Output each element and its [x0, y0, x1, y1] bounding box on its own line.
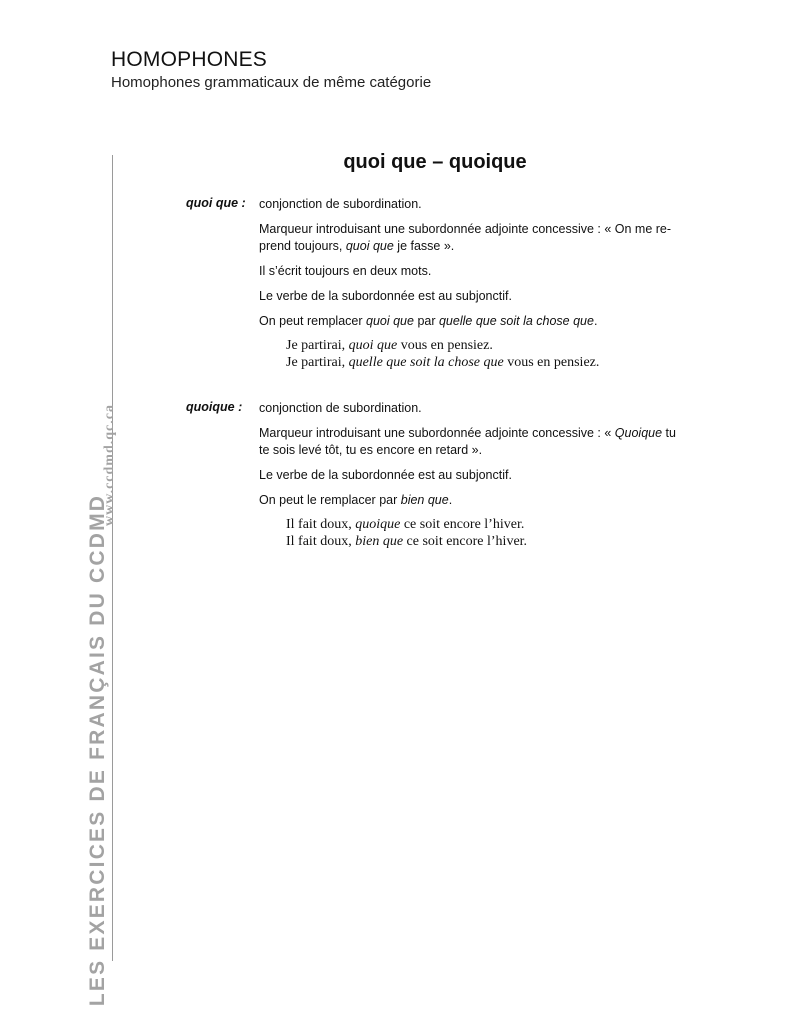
entry-quoi-que	[186, 196, 716, 371]
definition-line	[259, 221, 716, 255]
definition-line: Le verbe de la subordonnée est au subjonctif.	[259, 468, 512, 482]
text-run: Marqueur introduisant une subordonnée adjointe concessive : «	[259, 426, 615, 440]
text-run: Je partirai,	[286, 338, 349, 353]
definition-line: Le verbe de la subordonnée est au subjonctif.	[259, 289, 512, 303]
entry-term: quoique :	[186, 400, 243, 414]
italic-run: quelle que soit la chose que	[438, 314, 594, 328]
entry-definitions	[259, 400, 716, 550]
italic-run: bien que	[355, 534, 404, 549]
text-run: .	[593, 314, 598, 328]
text-run: On peut remplacer	[259, 314, 366, 328]
text-run: tu	[662, 426, 676, 440]
italic-run: quoique	[355, 517, 401, 532]
text-run: te sois levé tôt, tu es encore en retard ».	[259, 443, 483, 457]
example-block	[286, 516, 716, 550]
example-line	[286, 337, 716, 354]
definition-line: conjonction de subordination.	[259, 197, 422, 211]
italic-run: bien que	[400, 493, 449, 507]
text-run: Je partirai,	[286, 355, 349, 370]
definition-line: conjonction de subordination.	[259, 401, 422, 415]
text-run: prend toujours,	[259, 239, 346, 253]
text-run: vous en pensiez.	[503, 355, 600, 370]
example-line	[286, 354, 716, 371]
margin-divider	[112, 155, 113, 961]
text-run: ce soit encore l’hiver.	[400, 517, 525, 532]
definition-line	[259, 492, 716, 509]
text-run: je fasse ».	[393, 239, 455, 253]
example-line	[286, 533, 716, 550]
text-run: On peut le remplacer par	[259, 493, 401, 507]
entry-term: quoi que :	[186, 196, 246, 210]
text-run: vous en pensiez.	[397, 338, 493, 353]
example-line	[286, 516, 716, 533]
definition-line: Il s’écrit toujours en deux mots.	[259, 264, 432, 278]
italic-run: quoi que	[345, 239, 394, 253]
italic-run: quoi que	[348, 338, 398, 353]
text-run: Il fait doux,	[286, 517, 356, 532]
text-run: .	[448, 493, 453, 507]
page-header	[111, 48, 431, 93]
sidebar-url: www.ccdmd.qc.ca	[102, 404, 117, 526]
definition-line	[259, 425, 716, 459]
section-title: quoi que – quoique	[343, 151, 527, 173]
text-run: Il fait doux,	[286, 534, 356, 549]
italic-run: quoi que	[366, 314, 414, 328]
entry-quoique	[186, 400, 716, 550]
page-title: HOMOPHONES	[111, 48, 268, 71]
text-run: ce soit encore l’hiver.	[403, 534, 528, 549]
italic-run: quelle que soit la chose que	[348, 355, 504, 370]
italic-run: Quoique	[614, 426, 663, 440]
page-subtitle: Homophones grammaticaux de même catégorie	[111, 74, 432, 91]
definition-line	[259, 313, 716, 330]
entry-definitions	[259, 196, 716, 371]
sidebar-series-title: LES EXERCICES DE FRANÇAIS DU CCDMD	[86, 493, 109, 1007]
text-run: Marqueur introduisant une subordonnée adjointe concessive : « On me re-	[259, 222, 672, 236]
text-run: par	[413, 314, 439, 328]
example-block	[286, 337, 716, 371]
